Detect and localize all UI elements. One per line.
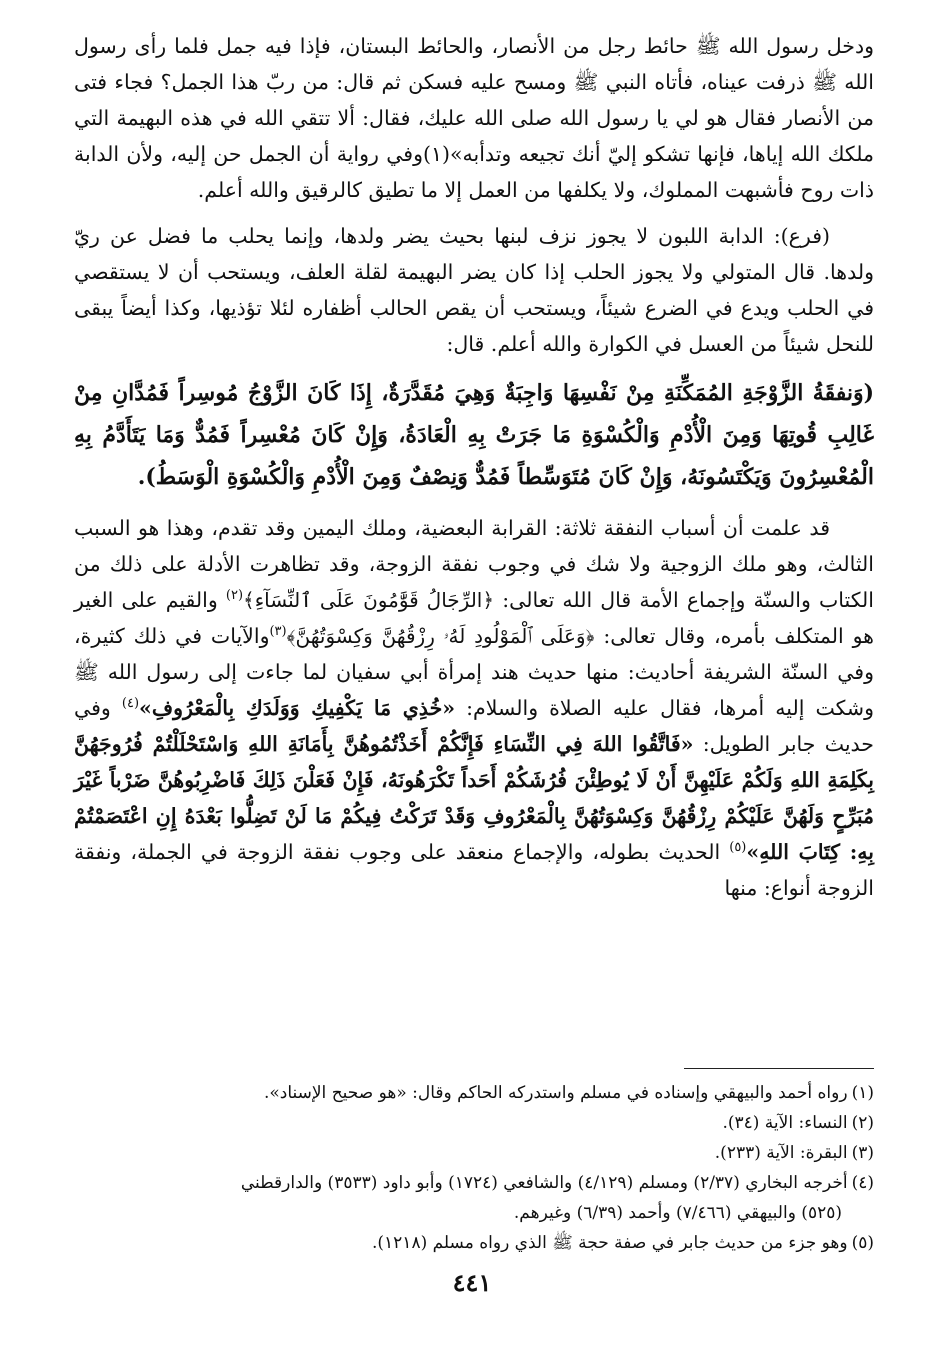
sharh-text-d: وفي حديث جابر الطويل: bbox=[74, 696, 874, 756]
footnote-text: البقرة: الآية (٢٣٣). bbox=[714, 1143, 848, 1163]
quran-verse-nisa: ﴿الرِّجَالُ قَوَّٰمُونَ عَلَى ٱلنِّسَآءِ﴾ bbox=[243, 588, 495, 612]
footnote-text: رواه أحمد والبيهقي وإسناده في مسلم واستدركه الحاكم وقال: «هو صحيح الإسناد». bbox=[263, 1083, 848, 1103]
footnote-text: أخرجه البخاري (٢/٣٧) ومسلم (٤/١٢٩) والشافعي (١٧٢٤) وأبو داود (٣٥٣٣) والدارقطني bbox=[240, 1173, 848, 1193]
hadith-jabir: «فَاتَّقُوا اللهَ فِي النِّسَاءِ فَإِنَّكُمْ أَخَذْتُمُوهُنَّ بِأَمَانَةِ اللهِ وَاسْتَحْلَلْتُمْ فُرُوجَهُنَّ بِكَلِمَةِ اللهِ وَلَكُمْ عَلَيْهِنَّ أَنْ لَا يُوطِئْنَ فُرُشَكُمْ أَحَداً تَكْرَهُونَهُ، فَإِنْ فَعَلْنَ ذَلِكَ فَاضْرِبُوهُنَّ ضَرْباً غَيْرَ مُبَرِّحٍ وَلَهُنَّ عَلَيْكُمْ رِزْقُهُنَّ وَكِسْوَتُهُنَّ بِالْمَعْرُوفِ وَقَدْ تَرَكْتُ فِيكُمْ مَا لَنْ تَضِلُّوا بَعْدَهُ إِنِ اعْتَصَمْتُمْ بِهِ: كِتَابَ اللهِ» bbox=[74, 732, 874, 864]
footnote-ref-5: (٥) bbox=[729, 840, 747, 856]
footnotes bbox=[74, 1078, 874, 1258]
footnote-text: وهو جزء من حديث جابر في صفة حجة ﷺ الذي رواه مسلم (١٢١٨). bbox=[372, 1233, 848, 1253]
footnote-3 bbox=[74, 1138, 874, 1168]
paragraph-sharh-nafaqa bbox=[74, 510, 874, 906]
quran-verse-baqara: ﴿وَعَلَى ٱلْمَوْلُودِ لَهُۥ رِزْقُهُنَّ وَكِسْوَتُهُنَّ﴾ bbox=[286, 624, 595, 648]
page-number: ٤٤١ bbox=[452, 1268, 492, 1297]
footnote-ref-4: (٤) bbox=[121, 696, 140, 712]
footnote-text: النساء: الآية (٣٤). bbox=[722, 1113, 848, 1133]
book-page bbox=[74, 28, 874, 1348]
footnote-separator bbox=[684, 1068, 874, 1069]
footnote-number: (٣) bbox=[851, 1143, 874, 1163]
footnote-number: (٥) bbox=[851, 1233, 874, 1253]
paragraph-camel-hadith: ودخل رسول الله ﷺ حائط رجل من الأنصار، والحائط البستان، فإذا فيه جمل فلما رأى رسول الله ﷺ ذرفت عيناه، فأتاه النبي ﷺ ومسح عليه فسكن ثم قال: من ربّ هذا الجمل؟ فجاء فتى من الأنصار فقال هو لي يا رسول الله صلى الله عليك، فقال: ألا تتقي الله في هذه البهيمة التي ملكك الله إياها، فإنها تشكو إليّ أنك تجيعه وتدأبه»(١)وفي رواية أن الجمل حن إليه، ولأن الدابة ذات روح فأشبهت المملوك، ولا يكلفها من العمل إلا ما تطيق كالرقيق والله أعلم. bbox=[74, 34, 874, 202]
paragraph-far-livestock: (فرع): الدابة اللبون لا يجوز نزف لبنها بحيث يضر ولدها، وإنما يحلب ما فضل عن ريّ ولدها. قال المتولي ولا يجوز الحلب إذا كان يضر البهيمة لقلة العلف، ويستحب أن لا يستقصي في الحلب ويدع في الضرع شيئاً، ويستحب أن يقص الحالب أظفاره لئلا تؤذيها، وكذا أيضاً يبقى للنحل شيئاً من العسل في الكوارة والله أعلم. قال: bbox=[74, 224, 874, 356]
footnote-4-continuation: (٥٢٥) والبيهقي (٧/٤٦٦) وأحمد (٦/٣٩) وغيرهم. bbox=[513, 1203, 842, 1223]
sharh-text-c: والآيات في ذلك كثيرة، وفي السنّة الشريفة أحاديث: منها حديث هند إمرأة أبي سفيان لما جاءت إلى رسول الله ﷺ وشكت إليه أمرها، فقال عليه الصلاة والسلام: bbox=[74, 624, 874, 720]
footnote-ref-2: (٢) bbox=[225, 588, 244, 604]
footnote-number: (١) bbox=[851, 1083, 874, 1103]
footnote-number: (٤) bbox=[851, 1173, 874, 1193]
footnote-number: (٢) bbox=[851, 1113, 874, 1133]
hadith-hind: «خُذِي مَا يَكْفِيكِ وَوَلَدَكِ بِالْمَعْرُوفِ» bbox=[139, 696, 456, 720]
sharh-text-a: قد علمت أن أسباب النفقة ثلاثة: القرابة البعضية، وملك اليمين وقد تقدم، وهذا هو السبب الثالث، وهو ملك الزوجية ولا شك في وجوب نفقة الزوجة، وقد تظاهرت الأدلة على ذلك من الكتاب والسنّة وإجماع الأمة قال الله تعالى: bbox=[74, 516, 874, 612]
footnote-ref-3: (٣) bbox=[269, 624, 287, 640]
footnote-4 bbox=[74, 1168, 874, 1198]
footnote-1 bbox=[74, 1078, 874, 1108]
footnote-2 bbox=[74, 1108, 874, 1138]
sharh-text-b: والقيم على الغير هو المتكلف بأمره، وقال تعالى: bbox=[74, 588, 874, 648]
matn-text-nafaqa-zawja: (وَنفقَةُ الزَّوْجَةِ المُمَكِّنَةِ مِنْ نَفْسِهَا وَاجِبَةٌ وَهِيَ مُقَدَّرَةٌ، إِذَا كَانَ الزَّوْجُ مُوسِراً فَمُدَّانِ مِنْ غَالِبِ قُوتِهَا وَمِنَ الْأُدْمِ وَالْكُسْوَةِ مَا جَرَتْ بِهِ الْعَادَةُ، وَإِنْ كَانَ مُعْسِراً فَمُدٌّ وَمَا يَتَأَدَّمُ بِهِ الْمُعْسِرُونَ وَيَكْتَسُونَهُ، وَإِنْ كَانَ مُتَوَسِّطاً فَمُدٌّ وَنِصْفٌ وَمِنَ الْأُدْمِ وَالْكُسْوَةِ الْوَسَطُ). bbox=[74, 380, 874, 490]
sharh-text-e: الحديث بطوله، والإجماع منعقد على وجوب نفقة الزوجة في الجملة، ونفقة الزوجة أنواع: منها bbox=[74, 840, 874, 900]
footnote-5 bbox=[74, 1228, 874, 1258]
